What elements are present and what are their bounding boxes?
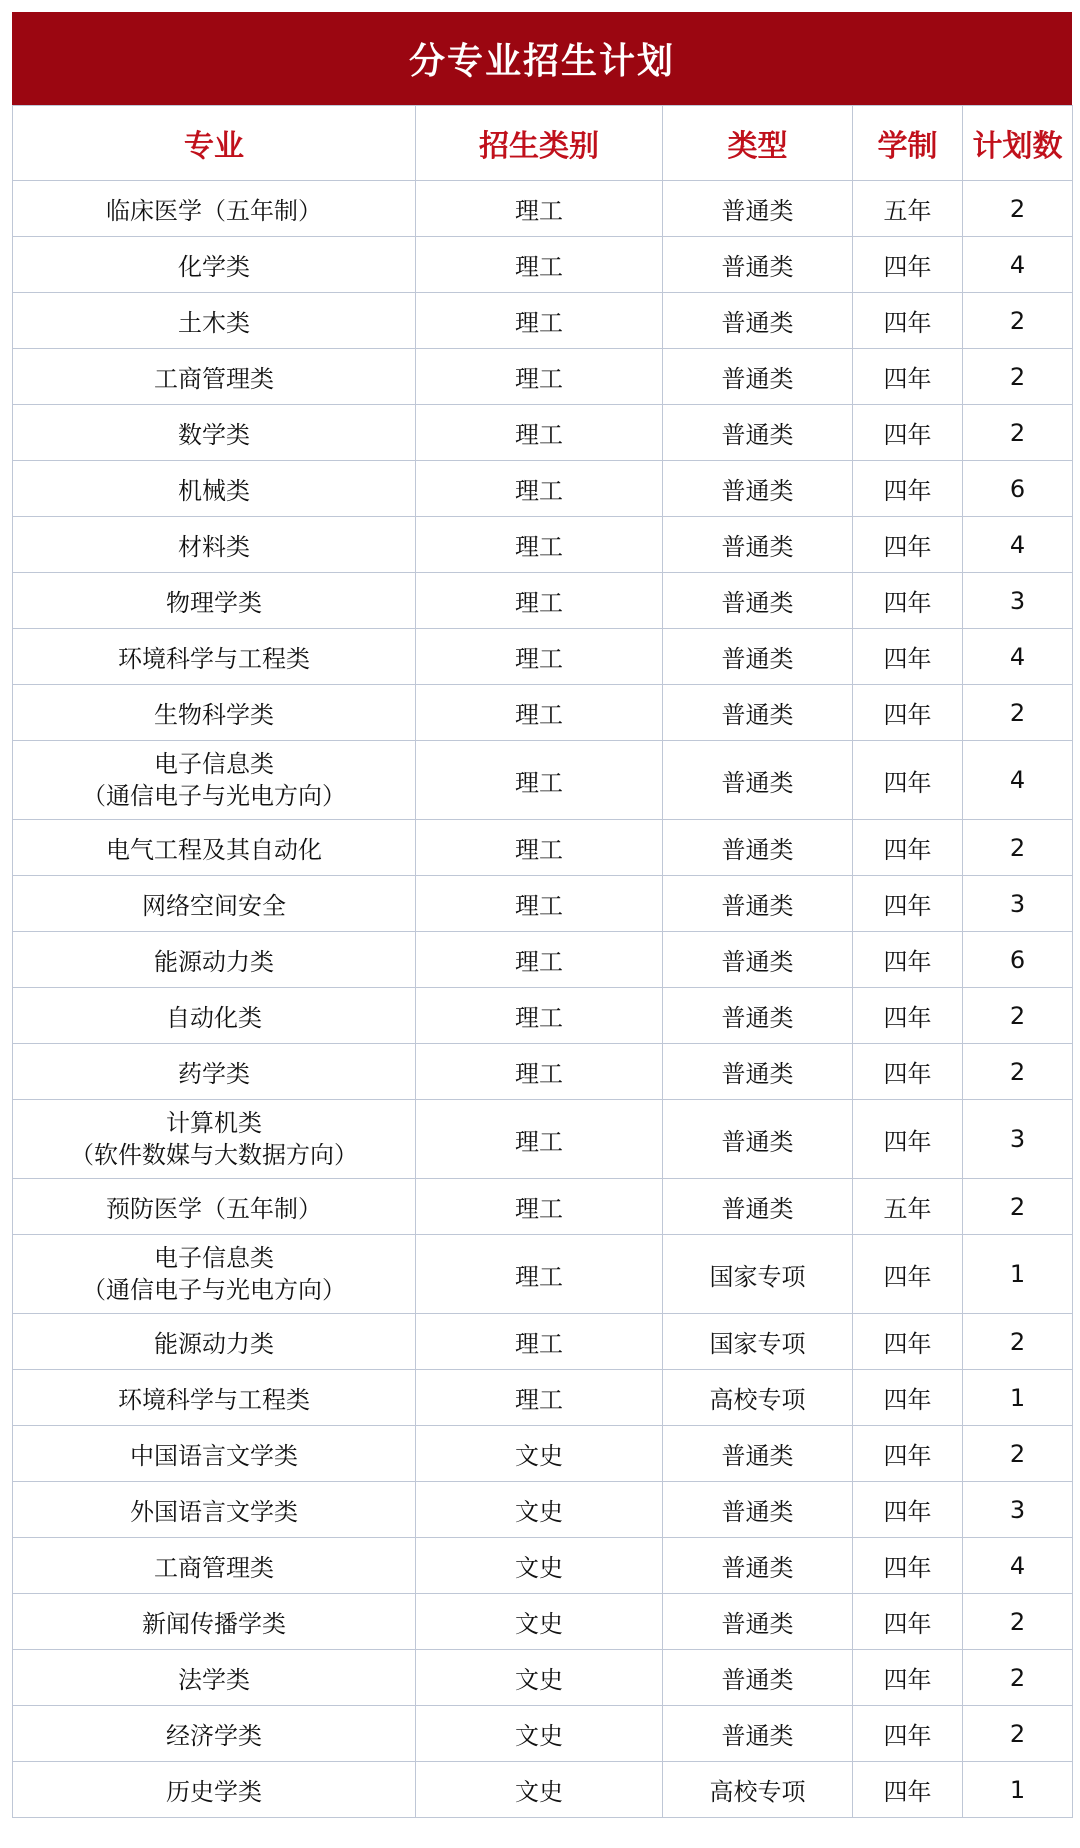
- cell-type: 普通类: [663, 1044, 853, 1100]
- cell-count: 4: [963, 1538, 1073, 1594]
- cell-major: 中国语言文学类: [13, 1426, 416, 1482]
- cell-count: 3: [963, 1482, 1073, 1538]
- cell-major: 网络空间安全: [13, 876, 416, 932]
- column-header-count: 计划数: [963, 106, 1073, 181]
- table-row: [13, 1044, 1073, 1100]
- cell-count: 4: [963, 741, 1073, 820]
- cell-major: 机械类: [13, 461, 416, 517]
- cell-type: 国家专项: [663, 1235, 853, 1314]
- cell-category: 理工: [416, 1370, 663, 1426]
- table-body: [13, 181, 1073, 1818]
- cell-type: 普通类: [663, 1538, 853, 1594]
- cell-category: 文史: [416, 1594, 663, 1650]
- cell-duration: 五年: [853, 181, 963, 237]
- table-row: [13, 988, 1073, 1044]
- cell-category: 理工: [416, 461, 663, 517]
- cell-category: 文史: [416, 1762, 663, 1818]
- cell-major: 环境科学与工程类: [13, 1370, 416, 1426]
- cell-count: 1: [963, 1370, 1073, 1426]
- cell-category: 理工: [416, 685, 663, 741]
- cell-category: 理工: [416, 988, 663, 1044]
- cell-duration: 四年: [853, 685, 963, 741]
- cell-count: 2: [963, 1706, 1073, 1762]
- cell-duration: 四年: [853, 405, 963, 461]
- table-header-row: [13, 106, 1073, 181]
- cell-type: 普通类: [663, 517, 853, 573]
- cell-count: 1: [963, 1762, 1073, 1818]
- cell-major: 自动化类: [13, 988, 416, 1044]
- cell-major: 经济学类: [13, 1706, 416, 1762]
- table-row: [13, 1594, 1073, 1650]
- cell-category: 理工: [416, 932, 663, 988]
- cell-category: 文史: [416, 1650, 663, 1706]
- cell-type: 普通类: [663, 237, 853, 293]
- cell-type: 普通类: [663, 461, 853, 517]
- table-row: [13, 517, 1073, 573]
- cell-duration: 四年: [853, 1100, 963, 1179]
- table-row: [13, 1426, 1073, 1482]
- cell-count: 2: [963, 1044, 1073, 1100]
- cell-major: 能源动力类: [13, 932, 416, 988]
- cell-duration: 四年: [853, 876, 963, 932]
- cell-category: 理工: [416, 237, 663, 293]
- cell-duration: 四年: [853, 1650, 963, 1706]
- cell-category: 理工: [416, 181, 663, 237]
- table-row: [13, 1706, 1073, 1762]
- cell-type: 普通类: [663, 685, 853, 741]
- table-row: [13, 1762, 1073, 1818]
- cell-duration: 四年: [853, 629, 963, 685]
- column-header-category: 招生类别: [416, 106, 663, 181]
- cell-category: 理工: [416, 1314, 663, 1370]
- cell-duration: 四年: [853, 741, 963, 820]
- table-row: [13, 573, 1073, 629]
- enrollment-plan-table: [12, 105, 1073, 1818]
- cell-duration: 四年: [853, 349, 963, 405]
- table-row: [13, 685, 1073, 741]
- cell-major: 工商管理类: [13, 349, 416, 405]
- cell-count: 4: [963, 237, 1073, 293]
- cell-count: 2: [963, 181, 1073, 237]
- cell-category: 理工: [416, 1179, 663, 1235]
- cell-duration: 四年: [853, 932, 963, 988]
- cell-major: 土木类: [13, 293, 416, 349]
- cell-type: 普通类: [663, 1426, 853, 1482]
- cell-count: 2: [963, 405, 1073, 461]
- cell-count: 2: [963, 1594, 1073, 1650]
- cell-count: 4: [963, 629, 1073, 685]
- cell-duration: 四年: [853, 573, 963, 629]
- cell-duration: 四年: [853, 820, 963, 876]
- cell-duration: 五年: [853, 1179, 963, 1235]
- cell-category: 理工: [416, 876, 663, 932]
- cell-major: 电子信息类 （通信电子与光电方向）: [13, 741, 416, 820]
- column-header-duration: 学制: [853, 106, 963, 181]
- cell-type: 普通类: [663, 405, 853, 461]
- table-row: [13, 1235, 1073, 1314]
- cell-duration: 四年: [853, 988, 963, 1044]
- cell-type: 普通类: [663, 349, 853, 405]
- cell-category: 理工: [416, 1044, 663, 1100]
- cell-major: 药学类: [13, 1044, 416, 1100]
- page-title: 分专业招生计划: [12, 12, 1072, 105]
- table-row: [13, 181, 1073, 237]
- cell-category: 理工: [416, 1100, 663, 1179]
- cell-category: 文史: [416, 1538, 663, 1594]
- cell-type: 普通类: [663, 1179, 853, 1235]
- table-row: [13, 741, 1073, 820]
- cell-count: 6: [963, 932, 1073, 988]
- cell-type: 普通类: [663, 988, 853, 1044]
- cell-count: 2: [963, 1650, 1073, 1706]
- cell-type: 普通类: [663, 1706, 853, 1762]
- table-row: [13, 1314, 1073, 1370]
- cell-category: 理工: [416, 405, 663, 461]
- table-row: [13, 349, 1073, 405]
- cell-category: 理工: [416, 573, 663, 629]
- cell-type: 普通类: [663, 573, 853, 629]
- table-row: [13, 1100, 1073, 1179]
- cell-duration: 四年: [853, 1706, 963, 1762]
- cell-count: 1: [963, 1235, 1073, 1314]
- table-row: [13, 293, 1073, 349]
- table-row: [13, 405, 1073, 461]
- cell-count: 2: [963, 988, 1073, 1044]
- column-header-type: 类型: [663, 106, 853, 181]
- cell-duration: 四年: [853, 293, 963, 349]
- table-row: [13, 876, 1073, 932]
- cell-duration: 四年: [853, 1235, 963, 1314]
- cell-duration: 四年: [853, 1594, 963, 1650]
- cell-category: 理工: [416, 629, 663, 685]
- cell-duration: 四年: [853, 1762, 963, 1818]
- cell-major: 物理学类: [13, 573, 416, 629]
- table-row: [13, 1482, 1073, 1538]
- cell-count: 4: [963, 517, 1073, 573]
- table-row: [13, 237, 1073, 293]
- cell-count: 2: [963, 1314, 1073, 1370]
- cell-category: 理工: [416, 741, 663, 820]
- cell-major: 预防医学（五年制）: [13, 1179, 416, 1235]
- table-row: [13, 1650, 1073, 1706]
- cell-type: 普通类: [663, 876, 853, 932]
- table-row: [13, 820, 1073, 876]
- cell-major: 材料类: [13, 517, 416, 573]
- cell-category: 理工: [416, 293, 663, 349]
- cell-type: 普通类: [663, 932, 853, 988]
- cell-duration: 四年: [853, 1538, 963, 1594]
- cell-duration: 四年: [853, 1426, 963, 1482]
- cell-count: 2: [963, 1179, 1073, 1235]
- cell-type: 普通类: [663, 820, 853, 876]
- cell-major: 法学类: [13, 1650, 416, 1706]
- cell-count: 3: [963, 1100, 1073, 1179]
- cell-type: 普通类: [663, 1594, 853, 1650]
- cell-duration: 四年: [853, 1044, 963, 1100]
- cell-type: 普通类: [663, 1482, 853, 1538]
- table-row: [13, 1179, 1073, 1235]
- table-row: [13, 461, 1073, 517]
- cell-major: 能源动力类: [13, 1314, 416, 1370]
- cell-duration: 四年: [853, 517, 963, 573]
- cell-type: 普通类: [663, 1650, 853, 1706]
- table-row: [13, 629, 1073, 685]
- cell-category: 文史: [416, 1706, 663, 1762]
- cell-type: 国家专项: [663, 1314, 853, 1370]
- cell-category: 理工: [416, 349, 663, 405]
- cell-count: 2: [963, 685, 1073, 741]
- cell-major: 电子信息类 （通信电子与光电方向）: [13, 1235, 416, 1314]
- cell-count: 2: [963, 293, 1073, 349]
- cell-duration: 四年: [853, 237, 963, 293]
- cell-count: 3: [963, 876, 1073, 932]
- cell-major: 新闻传播学类: [13, 1594, 416, 1650]
- cell-count: 6: [963, 461, 1073, 517]
- cell-duration: 四年: [853, 1482, 963, 1538]
- cell-duration: 四年: [853, 1314, 963, 1370]
- cell-major: 临床医学（五年制）: [13, 181, 416, 237]
- cell-major: 电气工程及其自动化: [13, 820, 416, 876]
- cell-category: 文史: [416, 1426, 663, 1482]
- cell-count: 2: [963, 1426, 1073, 1482]
- cell-duration: 四年: [853, 461, 963, 517]
- column-header-major: 专业: [13, 106, 416, 181]
- cell-category: 理工: [416, 820, 663, 876]
- cell-type: 高校专项: [663, 1762, 853, 1818]
- table-row: [13, 932, 1073, 988]
- table-row: [13, 1538, 1073, 1594]
- cell-duration: 四年: [853, 1370, 963, 1426]
- cell-category: 理工: [416, 1235, 663, 1314]
- cell-major: 外国语言文学类: [13, 1482, 416, 1538]
- cell-major: 数学类: [13, 405, 416, 461]
- cell-major: 生物科学类: [13, 685, 416, 741]
- cell-major: 计算机类 （软件数媒与大数据方向）: [13, 1100, 416, 1179]
- cell-type: 普通类: [663, 293, 853, 349]
- cell-count: 2: [963, 820, 1073, 876]
- cell-type: 普通类: [663, 1100, 853, 1179]
- cell-category: 理工: [416, 517, 663, 573]
- cell-type: 普通类: [663, 181, 853, 237]
- cell-major: 环境科学与工程类: [13, 629, 416, 685]
- cell-type: 普通类: [663, 741, 853, 820]
- cell-type: 高校专项: [663, 1370, 853, 1426]
- table-row: [13, 1370, 1073, 1426]
- cell-type: 普通类: [663, 629, 853, 685]
- cell-count: 3: [963, 573, 1073, 629]
- cell-count: 2: [963, 349, 1073, 405]
- cell-major: 工商管理类: [13, 1538, 416, 1594]
- cell-major: 化学类: [13, 237, 416, 293]
- cell-category: 文史: [416, 1482, 663, 1538]
- cell-major: 历史学类: [13, 1762, 416, 1818]
